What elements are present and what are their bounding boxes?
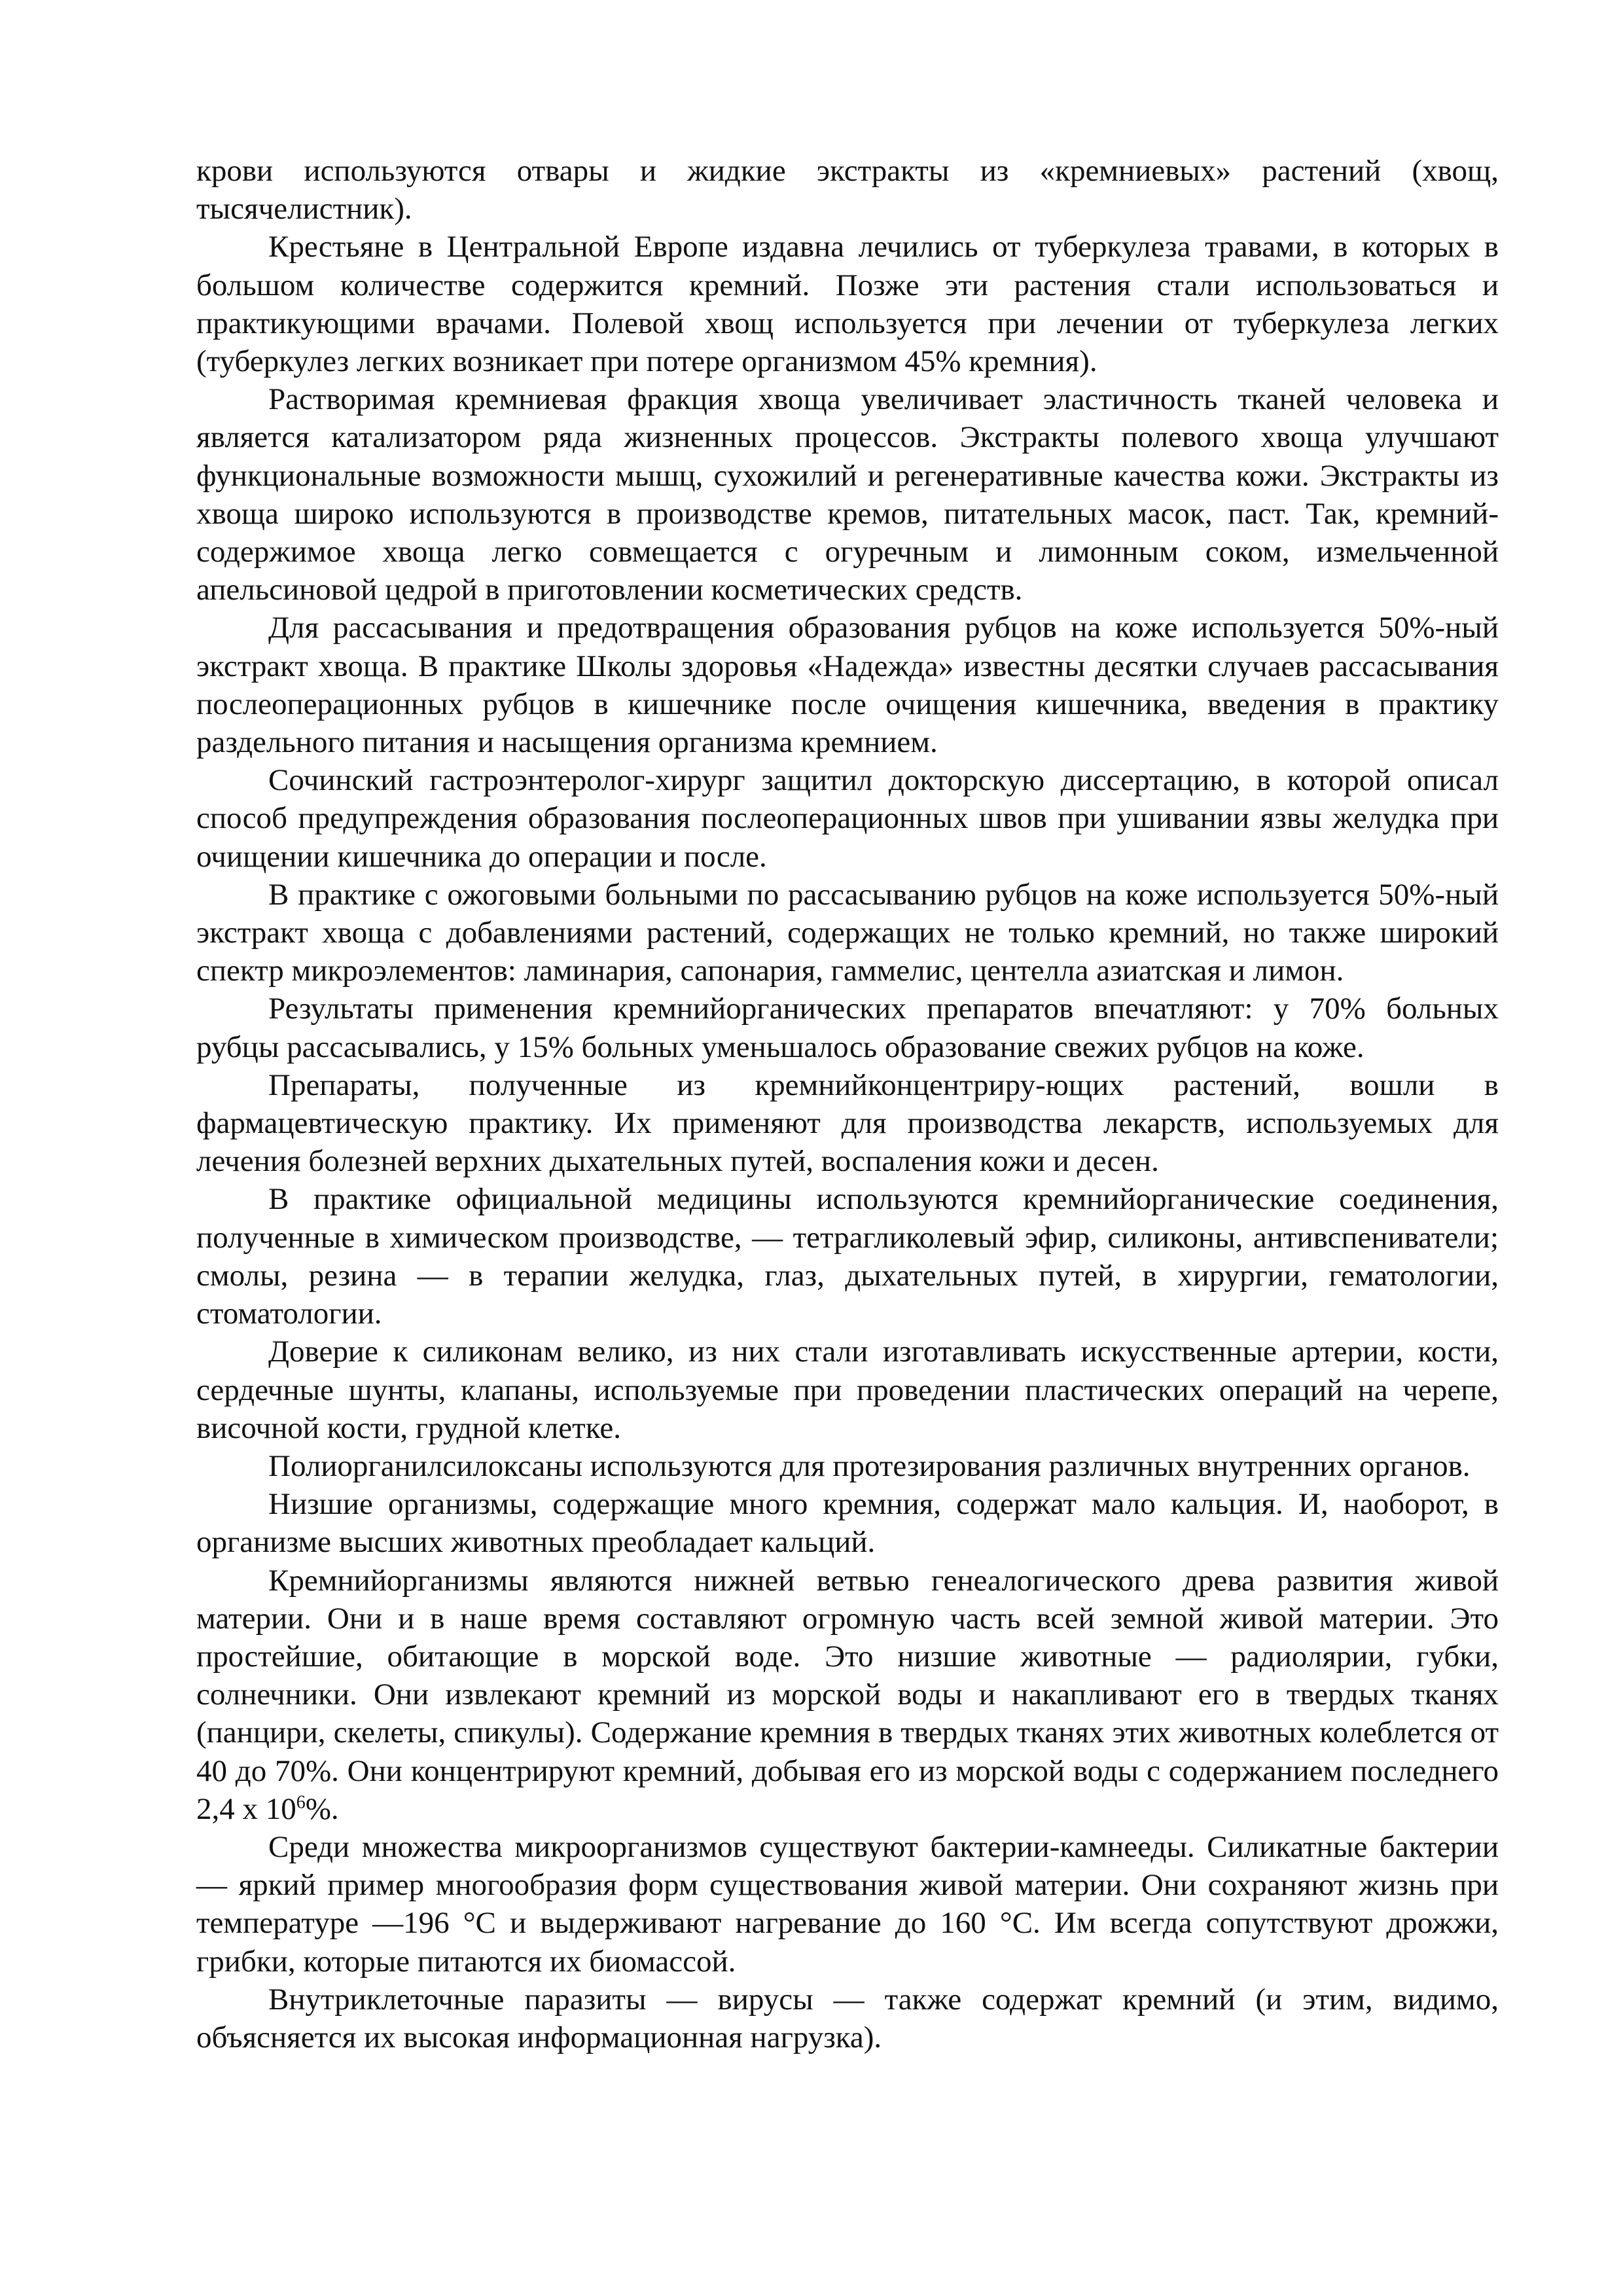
- paragraph-5: Сочинский гастроэнтеролог-хирург защитил докторскую диссертацию, в которой описал способ предупреждения образования послеоперационных швов при ушивании язвы желудка при очищении кишечника до операции и после.: [196, 763, 1499, 874]
- paragraph-15: Внутриклеточные паразиты — вирусы — также содержат кремний (и этим, видимо, объясняется их высокая информационная нагрузка).: [196, 1982, 1499, 2054]
- paragraph-8: Препараты, полученные из кремнийконцентриру-ющих растений, вошли в фармацевтическую практику. Их применяют для производства лекарств, используемых для лечения болезней верхних дыхательных путей, воспаления кожи и десен.: [196, 1067, 1499, 1179]
- paragraph-10: Доверие к силиконам велико, из них стали изготавливать искусственные артерии, кости, сердечные шунты, клапаны, используемые при проведении пластических операций на черепе, височной кости, грудной клетке.: [196, 1335, 1499, 1445]
- exponent: 6: [296, 1792, 306, 1813]
- paragraph-2: Крестьяне в Центральной Европе издавна лечились от туберкулеза травами, в которых в большом количестве содержится кремний. Позже эти растения стали использоваться и практикующими врачами. Полевой хвощ используется при лечении от туберкулеза легких (туберкулез легких возникает при потере организмом 45% кремния).: [196, 230, 1499, 379]
- paragraph-7: Результаты применения кремнийорганических препаратов впечатляют: у 70% больных рубцы рассасывались, у 15% больных уменьшалось образование свежих рубцов на коже.: [196, 992, 1499, 1064]
- paragraph-14: Среди множества микроорганизмов существуют бактерии-камнееды. Силикатные бактерии — яркий пример многообразия форм существования живой материи. Они сохраняют жизнь при температуре —196 °С и выдерживают нагревание до 160 °С. Им всегда сопутствуют дрожжи, грибки, которые питаются их биомассой.: [196, 1829, 1499, 1979]
- paragraph-13: [196, 1562, 1499, 1828]
- paragraph-4: Для рассасывания и предотвращения образования рубцов на коже используется 50%-ный экстракт хвоща. В практике Школы здоровья «Надежда» известны десятки случаев рассасывания послеоперационных рубцов в кишечнике после очищения кишечника, введения в практику раздельного питания и насыщения организма кремнием.: [196, 611, 1499, 760]
- paragraph-12: Низшие организмы, содержащие много кремния, содержат мало кальция. И, наоборот, в организме высших животных преобладает кальций.: [196, 1487, 1499, 1560]
- paragraph-13-text: Кремнийорганизмы являются нижней ветвью генеалогического древа развития живой материи. Они и в наше время составляют огромную часть всей земной живой материи. Это простейшие, обитающие в морской воде. Это низшие животные — радиолярии, губки, солнечники. Они извлекают кремний из морской воды и накапливают его в твердых тканях (панцири, скелеты, спикулы). Содержание кремния в твердых тканях этих животных колеблется от 40 до 70%. Они концентрируют кремний, добывая его из морской воды с содержанием последнего 2,4 х 10: [196, 1563, 1499, 1826]
- paragraph-9: В практике официальной медицины используются кремнийорганические соединения, полученные в химическом производстве, — тетрагликолевый эфир, силиконы, антивспениватели; смолы, резина — в терапии желудка, глаз, дыхательных путей, в хирургии, гематологии, стоматологии.: [196, 1182, 1499, 1331]
- paragraph-13-tail: %.: [305, 1791, 339, 1826]
- paragraph-3: Растворимая кремниевая фракция хвоща увеличивает эластичность тканей человека и является катализатором ряда жизненных процессов. Экстракты полевого хвоща улучшают функциональные возможности мышц, сухожилий и регенеративные качества кожи. Экстракты из хвоща широко используются в производстве кремов, питательных масок, паст. Так, кремний-содержимое хвоща легко совмещается с огуречным и лимонным соком, измельченной апельсиновой цедрой в приготовлении косметических средств.: [196, 382, 1499, 607]
- paragraph-11: Полиорганилсилоксаны используются для протезирования различных внутренних органов.: [268, 1448, 1471, 1483]
- paragraph-6: В практике с ожоговыми больными по рассасыванию рубцов на коже используется 50%-ный экстракт хвоща с добавлениями растений, содержащих не только кремний, но также широкий спектр микроэлементов: ламинария, сапонария, гаммелис, центелла азиатская и лимон.: [196, 877, 1499, 988]
- paragraph-1: крови используются отвары и жидкие экстракты из «кремниевых» растений (хвощ, тысячелистник).: [196, 154, 1499, 226]
- document-page: [196, 152, 1499, 2056]
